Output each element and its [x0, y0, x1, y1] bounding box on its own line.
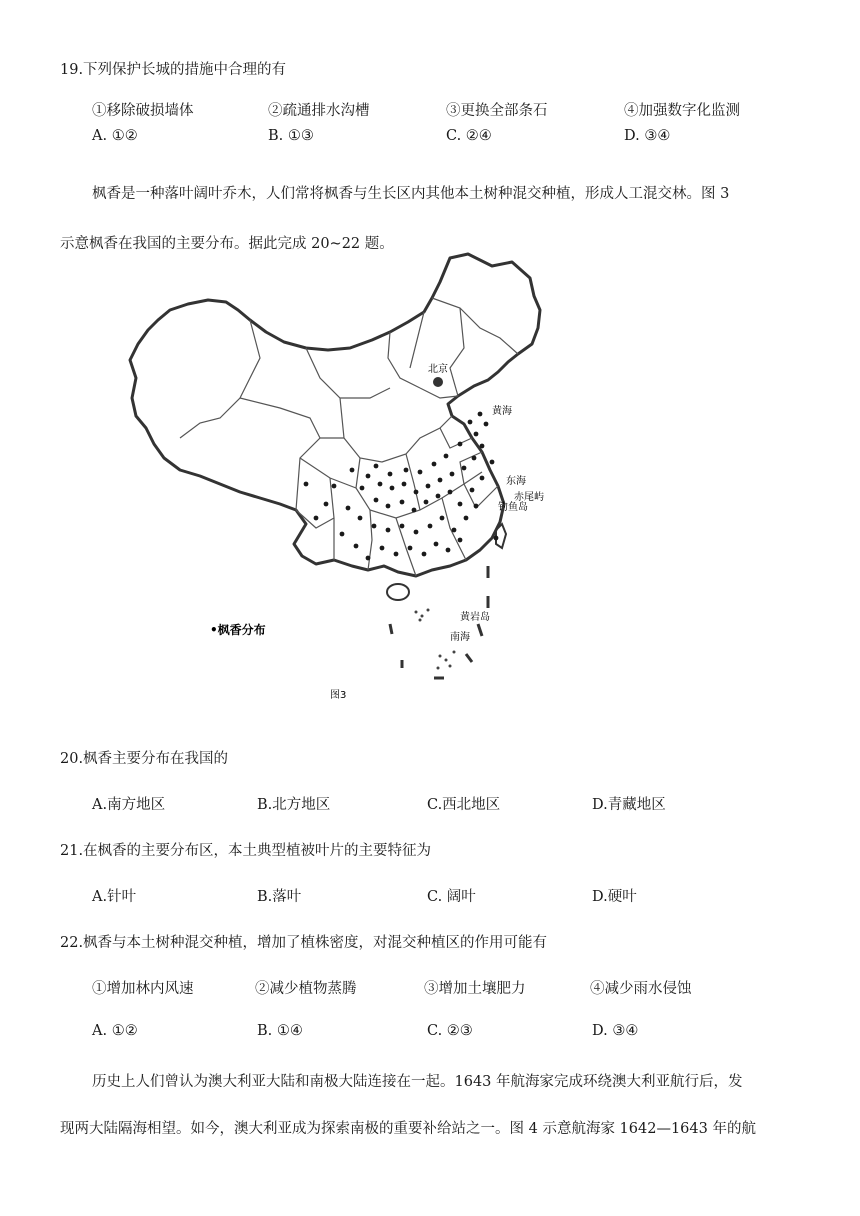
- q21-stem: 21.在枫香的主要分布区，本土典型植被叶片的主要特征为: [60, 843, 432, 859]
- q20-option-b: B.北方地区: [257, 797, 331, 813]
- q22-item-2: ②减少植物蒸腾: [255, 981, 357, 997]
- q19-item-1: ①移除破损墙体: [92, 103, 194, 119]
- label-nanhai: 南海: [450, 632, 470, 643]
- q19-option-b: B. ①③: [268, 128, 314, 144]
- q22-item-1: ①增加林内风速: [92, 981, 194, 997]
- q19-option-d: D. ③④: [624, 128, 671, 144]
- q19-item-3: ③更换全部条石: [446, 103, 548, 119]
- q21-option-b: B.落叶: [257, 889, 302, 905]
- passage2-line2: 现两大陆隔海相望。如今，澳大利亚成为探索南极的重要补给站之一。图 4 示意航海家 1642—1643 年的航: [60, 1121, 756, 1137]
- q20-option-a: A.南方地区: [92, 797, 166, 813]
- q19-stem: 19.下列保护长城的措施中合理的有: [60, 62, 287, 78]
- q19-item-4: ④加强数字化监测: [624, 103, 740, 119]
- label-huangyan: 黄岩岛: [460, 612, 490, 623]
- map-caption: 图3: [330, 690, 347, 701]
- q21-option-c: C. 阔叶: [427, 889, 476, 905]
- q22-item-3: ③增加土壤肥力: [424, 981, 526, 997]
- q22-stem: 22.枫香与本土树种混交种植，增加了植株密度，对混交种植区的作用可能有: [60, 935, 548, 951]
- q22-option-c: C. ②③: [427, 1023, 473, 1039]
- label-huanghai: 黄海: [492, 406, 512, 417]
- q19-option-c: C. ②④: [446, 128, 492, 144]
- q22-option-a: A. ①②: [92, 1023, 138, 1039]
- q22-item-4: ④减少雨水侵蚀: [590, 981, 692, 997]
- passage2-line1: 历史上人们曾认为澳大利亚大陆和南极大陆连接在一起。1643 年航海家完成环绕澳大利亚航行后，发: [92, 1074, 743, 1090]
- map-legend: •枫香分布: [210, 623, 266, 637]
- label-diaoyu: 钓鱼岛: [498, 502, 528, 513]
- q20-option-c: C.西北地区: [427, 797, 501, 813]
- china-map-svg: [120, 248, 560, 718]
- china-map-figure: [120, 248, 560, 718]
- label-beijing: 北京: [428, 364, 448, 375]
- label-donghai: 东海: [506, 476, 526, 487]
- q19-option-a: A. ①②: [92, 128, 138, 144]
- q22-option-b: B. ①④: [257, 1023, 303, 1039]
- hainan-island: [387, 584, 409, 600]
- q22-option-d: D. ③④: [592, 1023, 639, 1039]
- label-chiwei: 赤尾屿: [514, 492, 544, 503]
- q21-option-d: D.硬叶: [592, 889, 637, 905]
- q20-stem: 20.枫香主要分布在我国的: [60, 751, 229, 767]
- q19-item-2: ②疏通排水沟槽: [268, 103, 370, 119]
- passage1-line1: 枫香是一种落叶阔叶乔木，人们常将枫香与生长区内其他本土树种混交种植，形成人工混交林。图 3: [92, 186, 730, 202]
- taiwan-island: [496, 524, 506, 548]
- passage1-line2: 示意枫香在我国的主要分布。据此完成 20~22 题。: [60, 236, 394, 252]
- q20-option-d: D.青藏地区: [592, 797, 666, 813]
- beijing-marker: [433, 377, 443, 387]
- q21-option-a: A.针叶: [92, 889, 137, 905]
